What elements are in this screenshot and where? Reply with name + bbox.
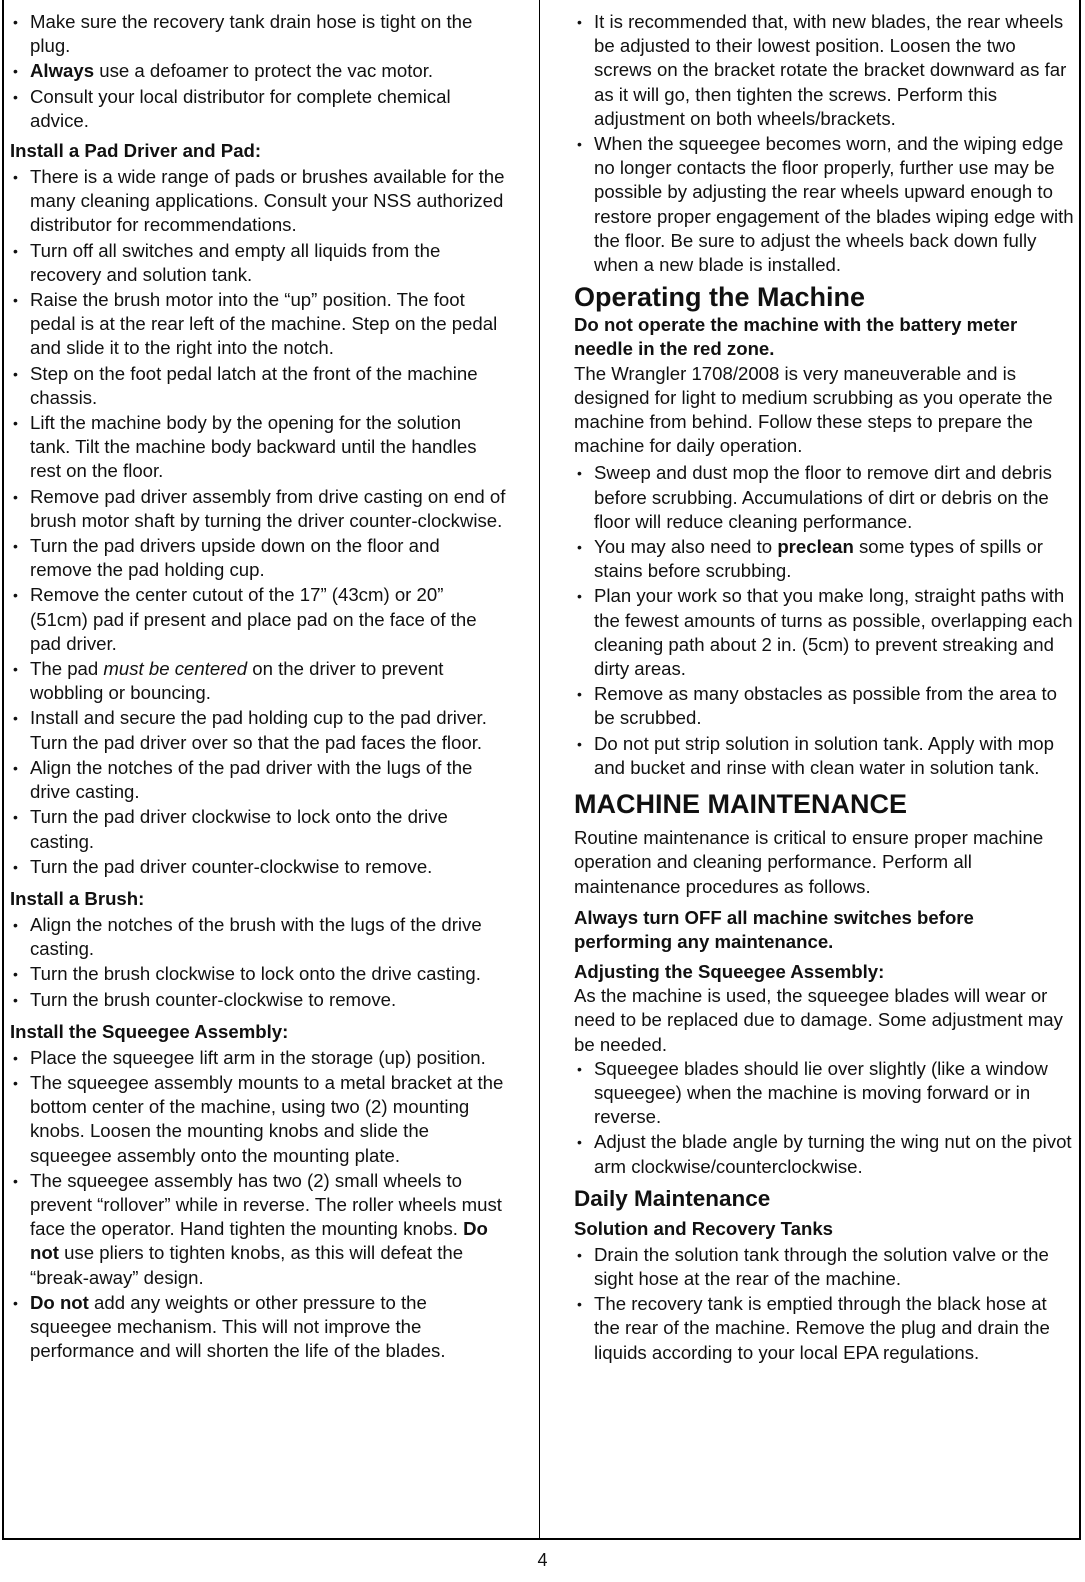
list-item: • Turn off all switches and empty all liquids from the recovery and solution tank. — [10, 239, 506, 287]
operating-intro: The Wrangler 1708/2008 is very maneuverable and is designed for light to medium scrubbing as you operate the machine from behind. Follow these steps to prepare the machine for daily operation. — [574, 362, 1053, 457]
heading-install-pad: Install a Pad Driver and Pad: — [10, 140, 262, 162]
list-item: • Align the notches of the pad driver with the lugs of the drive casting. — [10, 756, 506, 804]
list-item: • Turn the pad driver counter-clockwise to remove. — [10, 855, 506, 879]
list-item: • Raise the brush motor into the “up” position. The foot pedal is at the rear left of the machine. Step on the pedal and slide it to the right into the notch. — [10, 288, 506, 361]
page-number: 4 — [537, 1550, 548, 1570]
left-column — [10, 10, 506, 1364]
list-item: • Plan your work so that you make long, straight paths with the fewest amounts of turns as possible, overlapping each cleaning path about 2 in. (5cm) to prevent streaking and dirty areas. — [574, 584, 1074, 681]
bullet-list-operating — [574, 461, 1074, 780]
list-item: • When the squeegee becomes worn, and the wiping edge no longer contacts the floor properly, further use may be possible by adjusting the rear wheels upward enough to restore proper engagement of the blades wiping edge with the floor. Be sure to adjust the wheels back down fully when a new blade is installed. — [574, 132, 1074, 277]
list-item: • Step on the foot pedal latch at the front of the machine chassis. — [10, 362, 506, 410]
list-item: • Always use a defoamer to protect the vac motor. — [10, 59, 506, 83]
list-item: • Make sure the recovery tank drain hose is tight on the plug. — [10, 10, 506, 58]
list-item: • The squeegee assembly has two (2) small wheels to prevent “rollover” while in reverse. The roller wheels must face the operator. Hand tighten the mounting knobs. Do not use pliers to tighten knobs, as this will defeat the “break-away” design. — [10, 1169, 506, 1290]
heading-operating: Operating the Machine — [574, 282, 866, 313]
right-column — [574, 10, 1074, 1366]
list-item: • Remove pad driver assembly from drive casting on end of brush motor shaft by turning the driver counter-clockwise. — [10, 485, 506, 533]
list-item: • You may also need to preclean some types of spills or stains before scrubbing. — [574, 535, 1074, 583]
list-item: • Place the squeegee lift arm in the storage (up) position. — [10, 1046, 506, 1070]
list-item: • Turn the brush clockwise to lock onto the drive casting. — [10, 962, 506, 986]
heading-adjusting-squeegee: Adjusting the Squeegee Assembly: — [574, 961, 885, 983]
bullet-list-tanks — [574, 1243, 1074, 1365]
maintenance-warning: Always turn OFF all machine switches before performing any maintenance. — [574, 906, 974, 952]
list-item: • Do not add any weights or other pressure to the squeegee mechanism. This will not improve the performance and will shorten the life of the blades. — [10, 1291, 506, 1364]
list-item: • The pad must be centered on the driver to prevent wobbling or bouncing. — [10, 657, 506, 705]
bullet-list-wheels — [574, 10, 1074, 277]
list-item: • Squeegee blades should lie over slightly (like a window squeegee) when the machine is moving forward or in reverse. — [574, 1057, 1074, 1130]
list-item: • It is recommended that, with new blades, the rear wheels be adjusted to their lowest position. Loosen the two screws on the bracket rotate the bracket downward as far as it will go, then tighten the screws. Perform this adjustment on both wheels/brackets. — [574, 10, 1074, 131]
list-item: • Lift the machine body by the opening for the solution tank. Tilt the machine body backward until the handles rest on the floor. — [10, 411, 506, 484]
list-item: • Consult your local distributor for complete chemical advice. — [10, 85, 506, 133]
list-item: • Drain the solution tank through the solution valve or the sight hose at the rear of the machine. — [574, 1243, 1074, 1291]
bullet-list-squeegee — [10, 1046, 506, 1364]
heading-tanks: Solution and Recovery Tanks — [574, 1217, 833, 1239]
maintenance-intro: Routine maintenance is critical to ensure proper machine operation and cleaning performance. Perform all maintenance procedures as follows. — [574, 827, 1044, 897]
bullet-list-intro — [10, 10, 506, 133]
adjusting-intro: As the machine is used, the squeegee blades will wear or need to be replaced due to damage. Some adjustment may be needed. — [574, 985, 1063, 1055]
column-separator — [539, 0, 540, 1538]
list-item: • Install and secure the pad holding cup to the pad driver. Turn the pad driver over so that the pad faces the floor. — [10, 706, 506, 754]
list-item: • Do not put strip solution in solution tank. Apply with mop and bucket and rinse with clean water in solution tank. — [574, 732, 1074, 780]
heading-daily-maintenance: Daily Maintenance — [574, 1185, 771, 1211]
list-item: • Align the notches of the brush with the lugs of the drive casting. — [10, 913, 506, 961]
bullet-list-pad — [10, 165, 506, 879]
list-item: • Turn the pad driver clockwise to lock onto the drive casting. — [10, 805, 506, 853]
heading-install-brush: Install a Brush: — [10, 887, 145, 909]
bullet-list-adjusting — [574, 1057, 1074, 1179]
bullet-list-brush — [10, 913, 506, 1012]
list-item: • There is a wide range of pads or brushes available for the many cleaning applications. Consult your NSS authorized distributor for recommendations. — [10, 165, 506, 238]
list-item: • Turn the brush counter-clockwise to remove. — [10, 988, 506, 1012]
list-item: • The squeegee assembly mounts to a metal bracket at the bottom center of the machine, using two (2) mounting knobs. Loosen the mounting knobs and slide the squeegee assembly onto the mounting plate. — [10, 1071, 506, 1168]
heading-install-squeegee: Install the Squeegee Assembly: — [10, 1020, 289, 1042]
list-item: • The recovery tank is emptied through the black hose at the rear of the machine. Remove the plug and drain the liquids according to your local EPA regulations. — [574, 1292, 1074, 1365]
list-item: • Remove as many obstacles as possible from the area to be scrubbed. — [574, 682, 1074, 730]
list-item: • Adjust the blade angle by turning the wing nut on the pivot arm clockwise/counterclockwise. — [574, 1130, 1074, 1178]
list-item: • Sweep and dust mop the floor to remove dirt and debris before scrubbing. Accumulations of dirt or debris on the floor will reduce cleaning performance. — [574, 461, 1074, 534]
list-item: • Remove the center cutout of the 17” (43cm) or 20” (51cm) pad if present and place pad on the face of the pad driver. — [10, 583, 506, 656]
operating-warning: Do not operate the machine with the battery meter needle in the red zone. — [574, 314, 1018, 360]
list-item: • Turn the pad drivers upside down on the floor and remove the pad holding cup. — [10, 534, 506, 582]
heading-maintenance: MACHINE MAINTENANCE — [574, 789, 907, 820]
